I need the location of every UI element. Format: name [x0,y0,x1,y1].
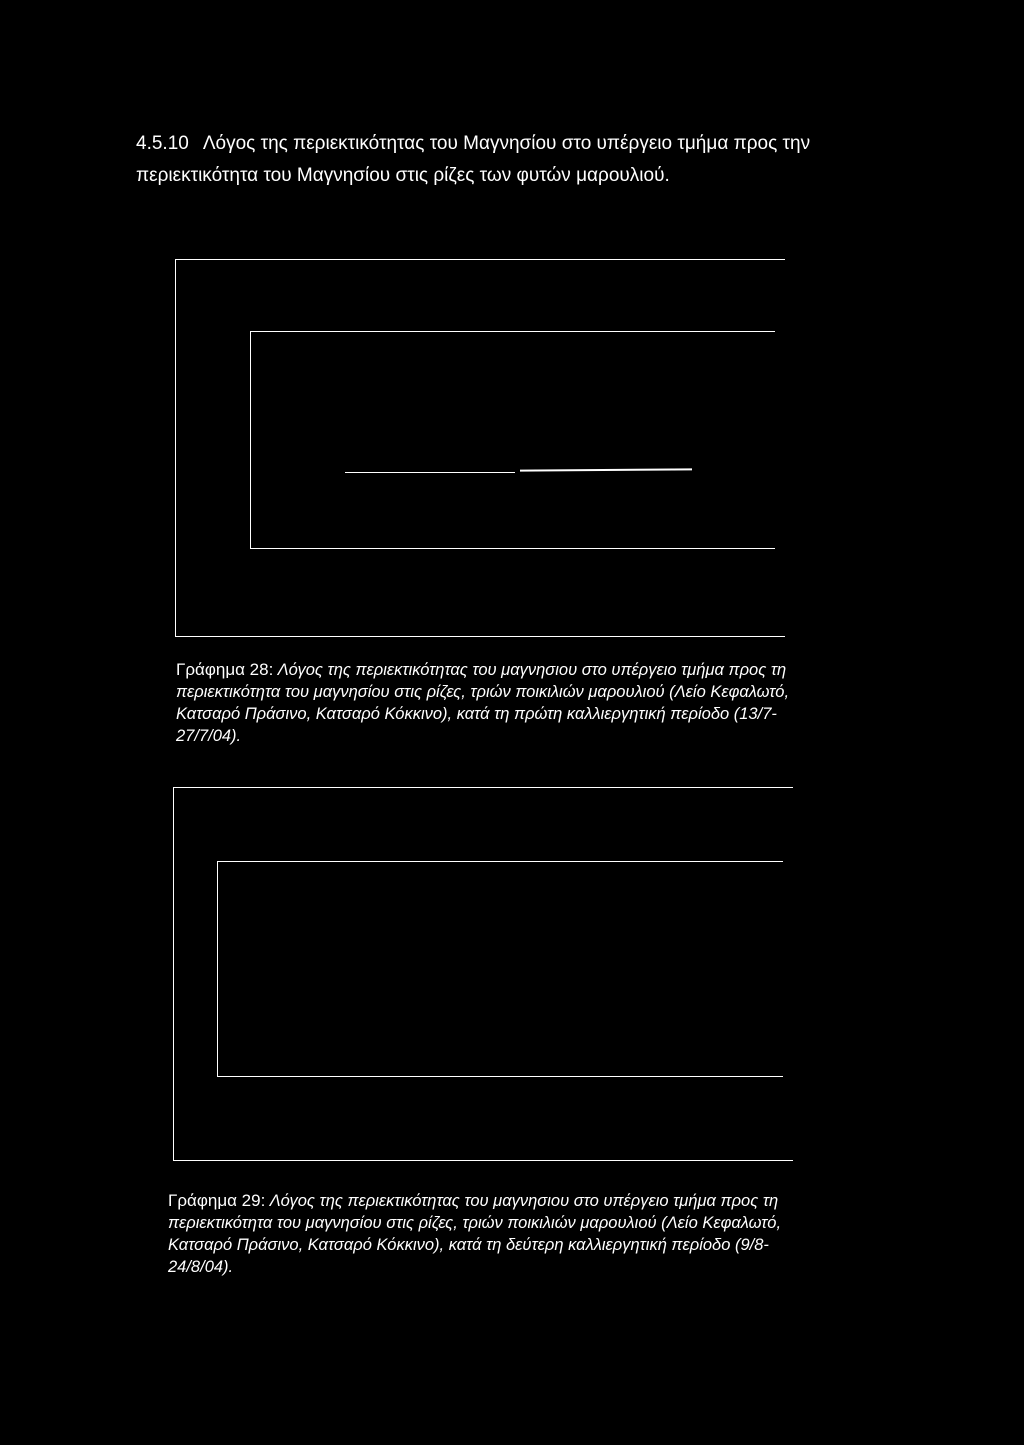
figure-28-frame [175,259,785,637]
series-line-segment [520,468,692,471]
figure-29-label: Γράφημα 29: [168,1191,266,1210]
plot-area-top [217,861,783,862]
outer-frame-left [173,787,174,1161]
figure-29-caption-text: Λόγος της περιεκτικότητας του μαγνησιου στο υπέργειο τμήμα προς τη περιεκτικότητα του μαγνησίου στις ρίζες, τριών ποικιλιών μαρουλιού (Λείο Κεφαλωτό, Κατσαρό Πράσινο, Κατσαρό Κόκκινο), κατά τη δεύτερη καλλιεργητική περίοδο (9/8- 24/8/04). [168,1192,782,1276]
outer-frame-top [175,259,785,260]
figure-28-caption [176,659,836,747]
outer-frame-bottom [175,636,785,637]
figure-29-frame [173,787,793,1161]
outer-frame-left [175,259,176,637]
figure-28-caption-text: Λόγος της περιεκτικότητας του μαγνησιου στο υπέργειο τμήμα προς τη περιεκτικότητα του μαγνησίου στις ρίζες, τριών ποικιλιών μαρουλιού (Λείο Κεφαλωτό, Κατσαρό Πράσινο, Κατσαρό Κόκκινο), κατά τη πρώτη καλλιεργητική περίοδο (13/7- 27/7/04). [176,661,790,745]
plot-area-bottom [217,1076,783,1077]
plot-area-left [250,331,251,549]
plot-area-left [217,861,218,1077]
series-line-segment [345,472,515,473]
figure-28-label: Γράφημα 28: [176,660,274,679]
plot-area-bottom [250,548,775,549]
section-title: Λόγος της περιεκτικότητας του Μαγνησίου στο υπέργειο τμήμα προς την περιεκτικότητα του Μαγνησίου στις ρίζες των φυτών μαρουλιού. [136,133,811,186]
outer-frame-bottom [173,1160,793,1161]
figure-29-caption [168,1190,828,1278]
section-number: 4.5.10 [136,133,189,154]
section-heading [136,128,896,192]
plot-area-top [250,331,775,332]
outer-frame-top [173,787,793,788]
